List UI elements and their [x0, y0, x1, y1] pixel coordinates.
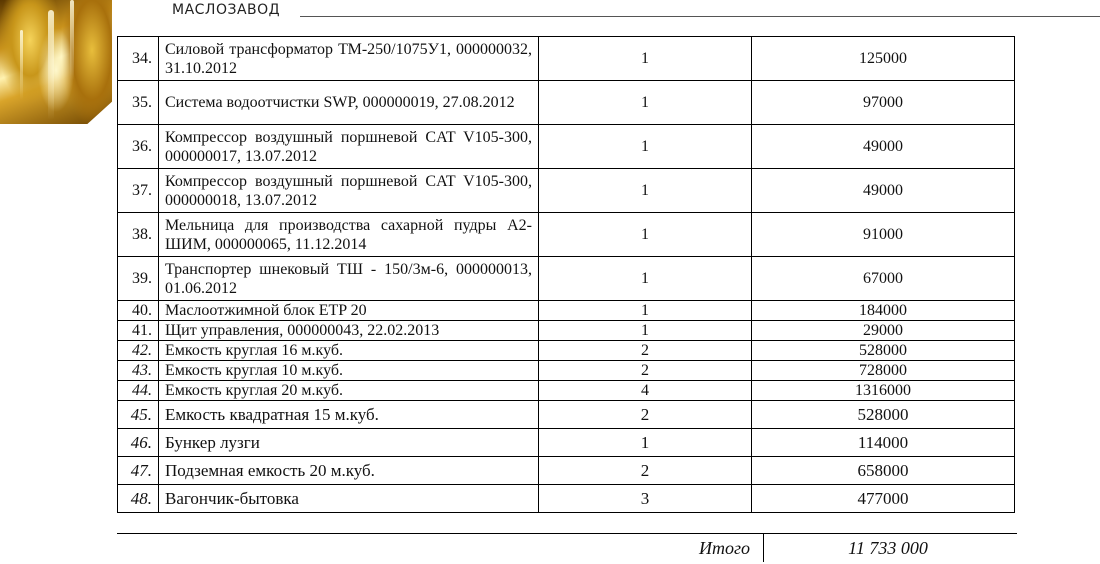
- item-sum: 528000: [752, 401, 1015, 429]
- item-name: Маслоотжимной блок ETP 20: [159, 301, 539, 321]
- item-sum: 477000: [752, 485, 1015, 513]
- total-separator: [763, 534, 764, 562]
- item-sum: 125000: [752, 37, 1015, 81]
- row-number: 41.: [118, 321, 159, 341]
- total-row: [117, 533, 1017, 562]
- row-number: 43.: [118, 361, 159, 381]
- item-quantity: 2: [539, 361, 752, 381]
- total-label: Итого: [699, 538, 751, 558]
- golden-corner-image: [0, 0, 112, 124]
- item-sum: 528000: [752, 341, 1015, 361]
- table-row: [118, 321, 1015, 341]
- table-row: [118, 457, 1015, 485]
- item-name: Емкость квадратная 15 м.куб.: [159, 401, 539, 429]
- row-number: 44.: [118, 381, 159, 401]
- item-name: Подземная емкость 20 м.куб.: [159, 457, 539, 485]
- item-name: Емкость круглая 16 м.куб.: [159, 341, 539, 361]
- row-number: 42.: [118, 341, 159, 361]
- item-name: Щит управления, 000000043, 22.02.2013: [159, 321, 539, 341]
- item-quantity: 1: [539, 37, 752, 81]
- item-sum: 658000: [752, 457, 1015, 485]
- item-sum: 114000: [752, 429, 1015, 457]
- table-row: [118, 301, 1015, 321]
- item-name: Вагончик-бытовка: [159, 485, 539, 513]
- row-number: 34.: [118, 37, 159, 81]
- table-row: [118, 485, 1015, 513]
- row-number: 38.: [118, 213, 159, 257]
- table-row: [118, 257, 1015, 301]
- table-row: [118, 341, 1015, 361]
- item-name: Силовой трансформатор ТМ-250/1075У1, 000000032, 31.10.2012: [159, 37, 539, 81]
- row-number: 48.: [118, 485, 159, 513]
- item-sum: 29000: [752, 321, 1015, 341]
- item-sum: 49000: [752, 169, 1015, 213]
- item-quantity: 1: [539, 257, 752, 301]
- item-name: Мельница для производства сахарной пудры А2-ШИМ, 000000065, 11.12.2014: [159, 213, 539, 257]
- table-row: [118, 125, 1015, 169]
- item-quantity: 2: [539, 401, 752, 429]
- table-row: [118, 169, 1015, 213]
- header-title: МАСЛОЗАВОД: [172, 2, 281, 18]
- header-rule: [300, 16, 1100, 17]
- table-row: [118, 37, 1015, 81]
- item-name: Бункер лузги: [159, 429, 539, 457]
- table-row: [118, 213, 1015, 257]
- item-quantity: 1: [539, 301, 752, 321]
- item-quantity: 1: [539, 429, 752, 457]
- item-quantity: 1: [539, 169, 752, 213]
- item-quantity: 3: [539, 485, 752, 513]
- item-name: Компрессор воздушный поршневой CAT V105-300, 000000018, 13.07.2012: [159, 169, 539, 213]
- item-quantity: 2: [539, 341, 752, 361]
- row-number: 40.: [118, 301, 159, 321]
- item-sum: 49000: [752, 125, 1015, 169]
- row-number: 45.: [118, 401, 159, 429]
- item-quantity: 4: [539, 381, 752, 401]
- table-row: [118, 361, 1015, 381]
- item-quantity: 1: [539, 125, 752, 169]
- item-name: Транспортер шнековый ТШ - 150/3м-6, 000000013, 01.06.2012: [159, 257, 539, 301]
- item-sum: 184000: [752, 301, 1015, 321]
- row-number: 47.: [118, 457, 159, 485]
- item-sum: 97000: [752, 81, 1015, 125]
- item-quantity: 1: [539, 321, 752, 341]
- item-name: Емкость круглая 20 м.куб.: [159, 381, 539, 401]
- table-row: [118, 81, 1015, 125]
- table-row: [118, 401, 1015, 429]
- item-sum: 67000: [752, 257, 1015, 301]
- item-quantity: 1: [539, 213, 752, 257]
- equipment-table: [117, 36, 1015, 513]
- item-sum: 1316000: [752, 381, 1015, 401]
- row-number: 36.: [118, 125, 159, 169]
- item-sum: 91000: [752, 213, 1015, 257]
- item-quantity: 2: [539, 457, 752, 485]
- total-value: 11 733 000: [848, 538, 928, 558]
- row-number: 39.: [118, 257, 159, 301]
- item-name: Компрессор воздушный поршневой CAT V105-300, 000000017, 13.07.2012: [159, 125, 539, 169]
- table-row: [118, 381, 1015, 401]
- item-quantity: 1: [539, 81, 752, 125]
- row-number: 37.: [118, 169, 159, 213]
- table-row: [118, 429, 1015, 457]
- row-number: 35.: [118, 81, 159, 125]
- item-name: Система водоотчистки SWP, 000000019, 27.08.2012: [159, 81, 539, 125]
- item-name: Емкость круглая 10 м.куб.: [159, 361, 539, 381]
- row-number: 46.: [118, 429, 159, 457]
- item-sum: 728000: [752, 361, 1015, 381]
